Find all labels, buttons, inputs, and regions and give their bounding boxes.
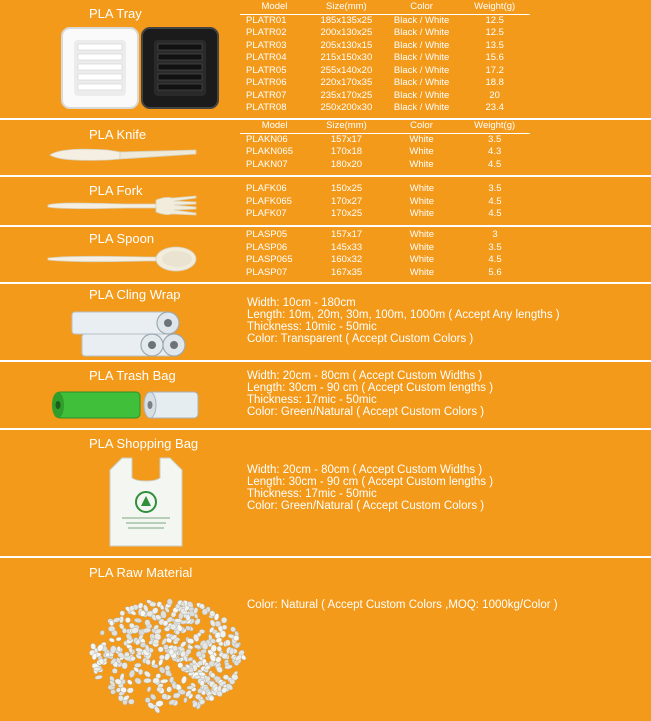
- weight-cell: 12.5: [485, 27, 504, 38]
- model-cell: PLASP07: [246, 266, 288, 278]
- section-title: PLA Raw Material: [89, 565, 193, 580]
- table-row: [240, 196, 530, 209]
- fork-image: [46, 194, 198, 218]
- weight-cell: 4.3: [488, 146, 502, 157]
- spec-line: Width: 20cm - 80cm ( Accept Custom Widths ): [247, 370, 483, 382]
- spec-line: Color: Natural ( Accept Custom Colors ,MOQ: 1000kg/Color ): [247, 599, 558, 611]
- color-cell: Black / White: [393, 14, 450, 26]
- table-row: [240, 14, 530, 27]
- spec-line: Color: Green/Natural ( Accept Custom Colors ): [247, 500, 485, 512]
- weight-cell: 12.5: [485, 14, 504, 26]
- model-cell: PLATR06: [246, 77, 287, 88]
- table-row: [240, 40, 530, 53]
- spec-line: Length: 10m, 20m, 30m, 100m, 1000m ( Accept Any lengths ): [247, 309, 560, 321]
- raw-material-pellets-image: [88, 586, 248, 716]
- weight-cell: 3.5: [488, 241, 502, 253]
- size-cell: 250x200x30: [320, 102, 373, 113]
- table-row: [240, 183, 530, 196]
- header-model: Model: [261, 120, 288, 131]
- color-cell: White: [409, 229, 435, 240]
- size-cell: 160x32: [331, 254, 363, 265]
- table-row: [240, 267, 530, 280]
- knife-image: [48, 146, 198, 166]
- weight-cell: 4.5: [488, 254, 502, 265]
- color-cell: White: [409, 146, 434, 157]
- spec-line: Thickness: 17mic - 50mic: [247, 488, 377, 500]
- model-cell: PLAFK07: [246, 208, 287, 219]
- model-cell: PLAFK065: [246, 195, 292, 207]
- size-cell: 150x25: [331, 183, 363, 194]
- table-row: [240, 133, 530, 146]
- fork-table: [240, 183, 530, 221]
- color-cell: White: [409, 133, 434, 145]
- spoon-table: [240, 229, 530, 279]
- color-cell: Black / White: [393, 52, 450, 63]
- size-cell: 167x35: [331, 266, 363, 278]
- color-cell: Black / White: [393, 102, 450, 113]
- color-cell: White: [409, 195, 435, 207]
- section-title: PLA Shopping Bag: [89, 436, 199, 451]
- trash-bag-specs: [247, 370, 493, 418]
- table-row: [240, 27, 530, 40]
- color-cell: White: [409, 208, 435, 219]
- model-cell: PLAKN07: [246, 158, 288, 170]
- weight-cell: 13.5: [485, 39, 504, 51]
- table-row: [240, 102, 530, 115]
- cling-wrap-image: [66, 308, 190, 358]
- size-cell: 170x18: [330, 146, 363, 157]
- model-cell: PLAKN065: [246, 146, 294, 157]
- color-cell: Black / White: [393, 64, 450, 76]
- knife-table: [240, 120, 530, 171]
- spec-line: Color: Transparent ( Accept Custom Colors ): [247, 333, 474, 345]
- table-row: [240, 65, 530, 78]
- table-row: [240, 52, 530, 65]
- size-cell: 205x130x15: [320, 39, 373, 51]
- section-spoon: [0, 227, 651, 282]
- model-cell: PLASP065: [246, 254, 293, 265]
- color-cell: Black / White: [393, 77, 450, 88]
- spec-line: Thickness: 17mic - 50mic: [247, 394, 377, 406]
- size-cell: 200x130x25: [320, 27, 373, 38]
- spoon-image: [46, 245, 198, 273]
- table-row: [240, 146, 530, 159]
- table-row: [240, 90, 530, 103]
- section-title: PLA Tray: [89, 6, 142, 21]
- spec-line: Width: 20cm - 80cm ( Accept Custom Widths ): [247, 464, 483, 476]
- spec-line: Color: Green/Natural ( Accept Custom Colors ): [247, 406, 485, 418]
- header-weight: Weight(g): [474, 1, 516, 12]
- weight-cell: 20: [489, 89, 500, 101]
- size-cell: 157x17: [331, 229, 363, 240]
- model-cell: PLATR02: [246, 27, 287, 38]
- model-cell: PLAFK06: [246, 183, 287, 194]
- size-cell: 180x20: [330, 158, 363, 170]
- section-title: PLA Knife: [89, 127, 147, 142]
- weight-cell: 17.2: [485, 64, 504, 76]
- table-row: [240, 254, 530, 267]
- weight-cell: 4.5: [488, 158, 502, 170]
- size-cell: 157x17: [330, 133, 363, 145]
- cling-wrap-specs: [247, 297, 560, 345]
- section-title: PLA Fork: [89, 183, 143, 198]
- weight-cell: 4.5: [488, 195, 502, 207]
- section-cling-wrap: [0, 284, 651, 360]
- model-cell: PLATR07: [246, 89, 287, 101]
- model-cell: PLATR04: [246, 52, 287, 63]
- color-cell: White: [409, 266, 435, 278]
- size-cell: 145x33: [331, 241, 363, 253]
- model-cell: PLATR08: [246, 102, 287, 113]
- spec-line: Length: 30cm - 90 cm ( Accept Custom lengths ): [247, 476, 494, 488]
- tray-table: [240, 1, 530, 115]
- color-cell: Black / White: [393, 89, 450, 101]
- section-fork: [0, 177, 651, 225]
- table-row: [240, 242, 530, 255]
- model-cell: PLATR03: [246, 39, 287, 51]
- section-shopping-bag: [0, 430, 651, 556]
- model-cell: PLATR05: [246, 64, 287, 76]
- table-header-row: [240, 120, 530, 133]
- weight-cell: 4.5: [488, 208, 502, 219]
- table-row: [240, 229, 530, 242]
- shopping-bag-image: [108, 456, 184, 548]
- table-row: [240, 77, 530, 90]
- trash-bag-image: [50, 388, 200, 422]
- weight-cell: 5.6: [488, 266, 502, 278]
- weight-cell: 3.5: [488, 133, 502, 145]
- header-size: Size(mm): [326, 120, 367, 131]
- section-title: PLA Cling Wrap: [89, 287, 181, 302]
- model-cell: PLASP06: [246, 241, 288, 253]
- model-cell: PLAKN06: [246, 133, 288, 145]
- size-cell: 185x135x25: [320, 14, 373, 26]
- header-color: Color: [410, 1, 433, 12]
- section-raw-material: [0, 558, 651, 721]
- header-size: Size(mm): [326, 1, 367, 12]
- header-weight: Weight(g): [474, 120, 516, 131]
- weight-cell: 3.5: [488, 183, 502, 194]
- weight-cell: 18.8: [485, 77, 504, 88]
- size-cell: 170x27: [331, 195, 363, 207]
- spec-line: Thickness: 10mic - 50mic: [247, 321, 377, 333]
- spec-line: Length: 30cm - 90 cm ( Accept Custom lengths ): [247, 382, 494, 394]
- size-cell: 255x140x20: [320, 64, 373, 76]
- weight-cell: 23.4: [485, 102, 504, 113]
- size-cell: 215x150x30: [320, 52, 373, 63]
- section-trash-bag: [0, 362, 651, 428]
- spec-line: Width: 10cm - 180cm: [247, 297, 356, 309]
- color-cell: White: [409, 183, 435, 194]
- weight-cell: 3: [492, 229, 498, 240]
- color-cell: White: [409, 241, 435, 253]
- color-cell: White: [409, 254, 435, 265]
- table-header-row: [240, 1, 530, 14]
- section-tray: [0, 0, 651, 118]
- section-title: PLA Trash Bag: [89, 368, 176, 383]
- header-model: Model: [261, 1, 288, 12]
- weight-cell: 15.6: [485, 52, 504, 63]
- raw-material-specs: [247, 599, 558, 611]
- model-cell: PLATR01: [246, 14, 287, 26]
- model-cell: PLASP05: [246, 229, 288, 240]
- header-color: Color: [410, 120, 433, 131]
- size-cell: 170x25: [331, 208, 363, 219]
- color-cell: White: [409, 158, 434, 170]
- tray-image: [60, 26, 220, 110]
- table-row: [240, 208, 530, 221]
- section-title: PLA Spoon: [89, 231, 155, 246]
- size-cell: 220x170x35: [320, 77, 373, 88]
- table-row: [240, 159, 530, 172]
- size-cell: 235x170x25: [320, 89, 373, 101]
- section-knife: [0, 120, 651, 175]
- color-cell: Black / White: [393, 39, 450, 51]
- color-cell: Black / White: [393, 27, 450, 38]
- shopping-bag-specs: [247, 464, 493, 512]
